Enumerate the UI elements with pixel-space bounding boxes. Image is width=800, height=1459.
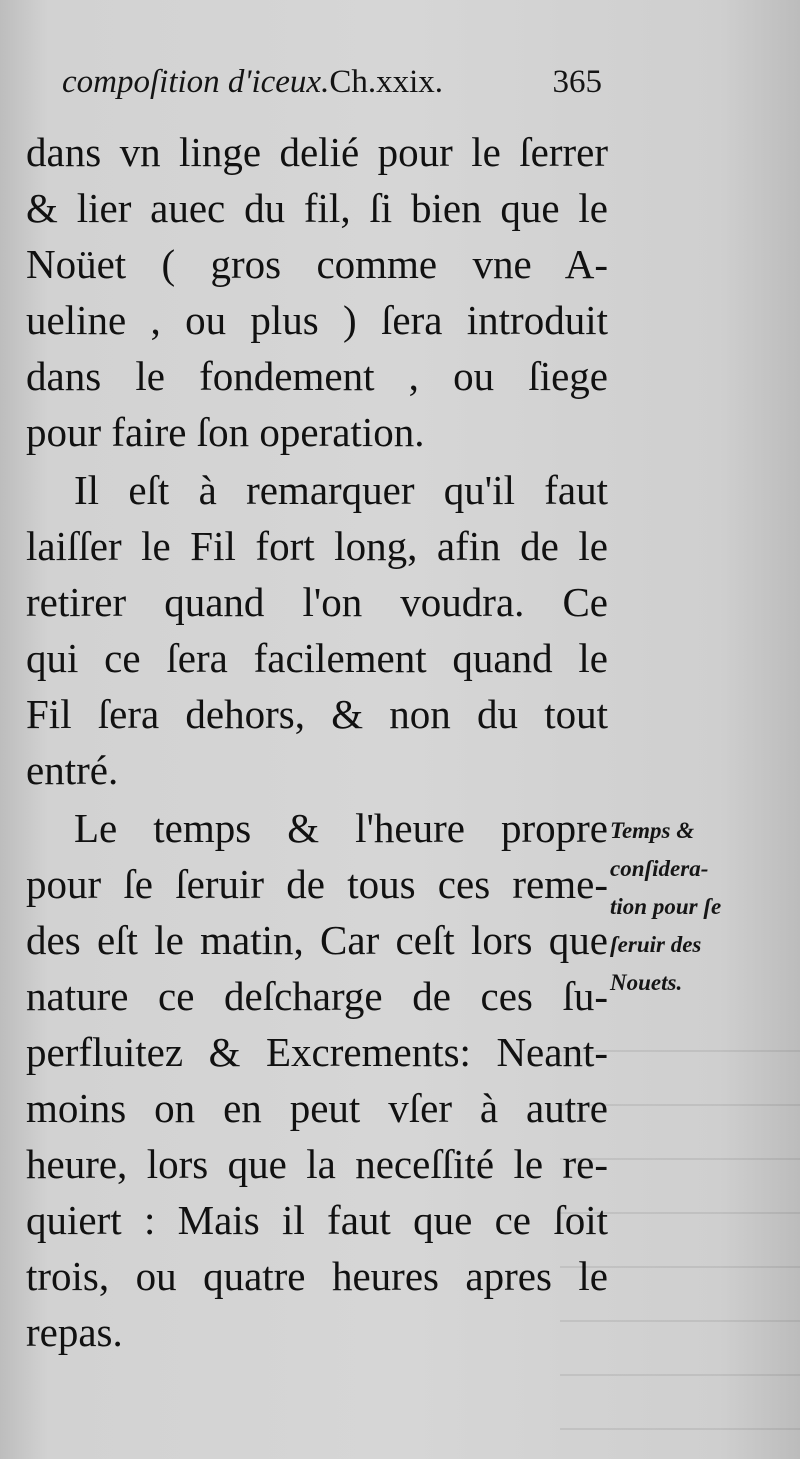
margin-note-line: tion pour ſe	[610, 894, 722, 919]
text-line: Fil ſera dehors, & non du tout	[26, 691, 608, 737]
text-line: laiſſer le Fil fort long, afin de le	[26, 523, 608, 569]
text-line: qui ce ſera facilement quand le	[26, 635, 608, 681]
text-line: pour ſe ſeruir de tous ces reme-	[26, 861, 608, 907]
margin-note	[610, 812, 790, 1002]
running-head	[62, 64, 602, 114]
text-line: pour faire ſon operation.	[26, 409, 425, 455]
running-head-title: compoſition d'iceux.	[62, 64, 330, 100]
text-line: & lier auec du fil, ſi bien que le	[26, 185, 608, 231]
margin-note-line: Nouets.	[610, 970, 683, 995]
running-head-chapter: Ch.xxix.	[329, 64, 444, 100]
text-line: heure, lors que la neceſſité le re-	[26, 1141, 608, 1187]
text-line: moins on en peut vſer à autre	[26, 1085, 608, 1131]
text-line: entré.	[26, 747, 119, 793]
text-line: dans le fondement , ou ſiege	[26, 353, 608, 399]
text-line: retirer quand l'on voudra. Ce	[26, 579, 608, 625]
text-line: des eſt le matin, Car ceſt lors que	[26, 917, 608, 963]
text-line: quiert : Mais il faut que ce ſoit	[26, 1197, 608, 1243]
page-number: 365	[552, 64, 602, 100]
text-line: Noüet ( gros comme vne A-	[26, 241, 608, 287]
text-line: trois, ou quatre heures apres le	[26, 1253, 608, 1299]
text-line: dans vn linge delié pour le ſerrer	[26, 129, 608, 175]
text-line: Le temps & l'heure propre	[74, 805, 608, 851]
text-line: ueline , ou plus ) ſera introduit	[26, 297, 608, 343]
text-line: perfluitez & Excrements: Neant-	[26, 1029, 608, 1075]
text-line: nature ce deſcharge de ces ſu-	[26, 973, 608, 1019]
text-line: Il eſt à remarquer qu'il faut	[74, 467, 608, 513]
margin-note-line: conſidera-	[610, 856, 709, 881]
margin-note-line: Temps &	[610, 818, 695, 843]
margin-note-line: ſeruir des	[610, 932, 702, 957]
text-line: repas.	[26, 1309, 123, 1355]
